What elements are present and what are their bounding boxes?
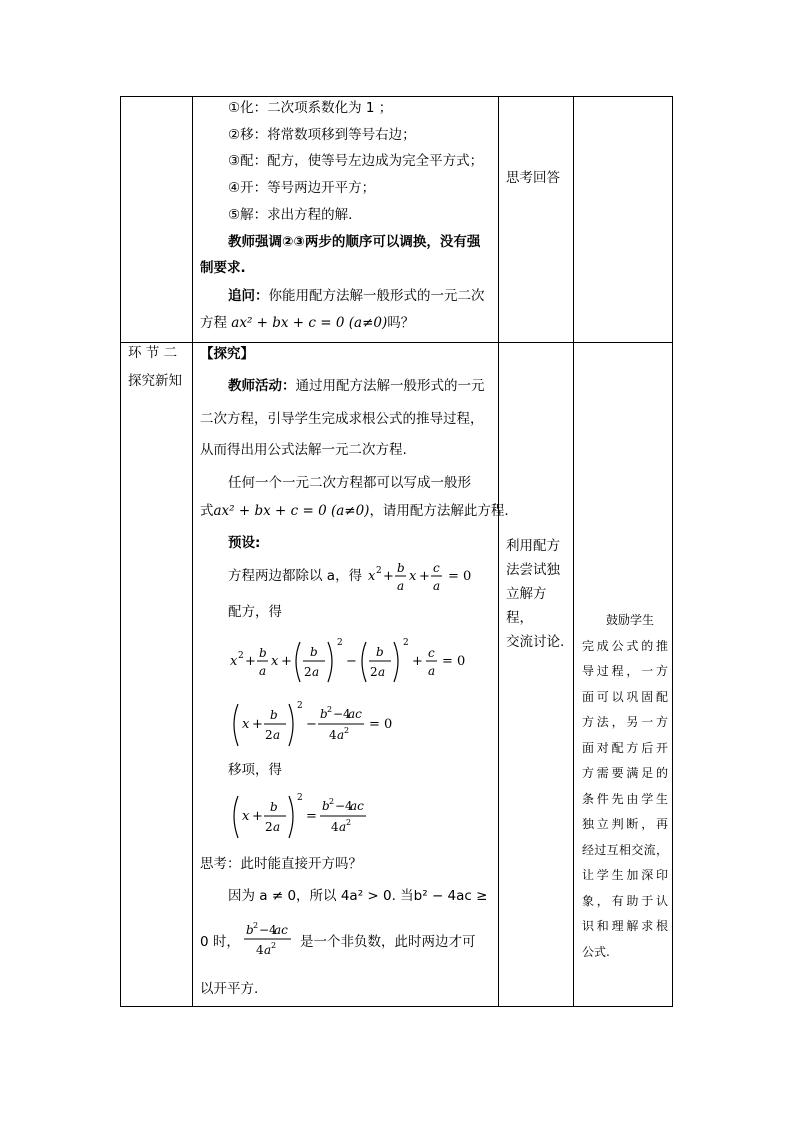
svg-text:=: = [306, 809, 317, 824]
fraction-discriminant [242, 916, 296, 962]
svg-text:a: a [337, 728, 345, 742]
svg-text:= 0: = 0 [442, 654, 466, 669]
step-3: ③配：配方，使等号左边成为完全平方式； [228, 153, 484, 169]
svg-text:c: c [433, 561, 440, 575]
divide-text: 方程两边都除以 a，得 [228, 568, 363, 584]
svg-text:4: 4 [329, 728, 337, 742]
general-form-line-1: 任何一个一元二次方程都可以写成一般形 [228, 475, 471, 491]
followup-line-2: 方程 ax² + bx + c = 0 (a≠0)吗？ [200, 315, 415, 331]
table-right-border [672, 96, 673, 1007]
svg-text:4: 4 [256, 943, 264, 957]
general-equation-2: ax² + bx + c = 0 (a≠0) [213, 503, 370, 519]
complete-square-label: 配方，得 [228, 604, 282, 620]
svg-text:2: 2 [265, 728, 273, 742]
general-form-line-2: 式ax² + bx + c = 0 (a≠0)，请用配方法解此方程. [200, 503, 509, 519]
svg-text:−: − [306, 717, 317, 732]
svg-text:+: + [419, 569, 430, 584]
svg-text:−4: −4 [259, 923, 277, 937]
think-question: 思考：此时能直接开方吗？ [200, 856, 362, 872]
svg-text:−4: −4 [333, 707, 351, 721]
teacher-activity-line-1: 教师活动：通过用配方法解一般形式的一元 [228, 378, 485, 394]
svg-text:2: 2 [238, 651, 244, 661]
equation-completed-square [228, 634, 466, 690]
svg-text:x: x [409, 569, 417, 584]
svg-text:+: + [281, 654, 292, 669]
svg-text:2: 2 [337, 638, 343, 648]
svg-text:ac: ac [274, 923, 288, 937]
followup-label: 追问： [228, 288, 269, 304]
svg-text:+: + [412, 654, 423, 669]
svg-text:b: b [376, 645, 384, 659]
table-bottom-border [120, 1006, 673, 1007]
row1-student-activity: 思考回答 [506, 170, 560, 186]
svg-text:x: x [242, 717, 250, 732]
lesson-table [120, 96, 673, 1007]
svg-text:x: x [271, 654, 279, 669]
because-line-3: 以开平方. [200, 981, 259, 997]
svg-text:a: a [273, 820, 281, 834]
row-divider [120, 342, 673, 343]
svg-text:+: + [252, 717, 263, 732]
svg-text:a: a [312, 665, 320, 679]
svg-text:2: 2 [403, 638, 409, 648]
equation-perfect-square [228, 698, 408, 754]
move-terms-label: 移项，得 [228, 762, 282, 778]
svg-text:+: + [245, 654, 256, 669]
stage-label-line-2: 探究新知 [128, 373, 182, 389]
svg-text:2: 2 [297, 793, 303, 803]
preset-label: 预设: [228, 535, 261, 551]
svg-text:b: b [310, 645, 318, 659]
followup-line-1 [228, 286, 485, 306]
svg-text:ac: ac [350, 799, 364, 813]
svg-text:x: x [242, 809, 250, 824]
svg-text:b: b [320, 707, 328, 721]
svg-text:2: 2 [265, 820, 273, 834]
svg-text:a: a [428, 664, 436, 678]
svg-text:= 0: = 0 [448, 569, 472, 584]
table-top-border [120, 96, 673, 97]
svg-text:ac: ac [348, 707, 362, 721]
svg-text:−: − [346, 654, 357, 669]
step-1: ①化：二次项系数化为 1 ； [228, 100, 393, 116]
step-2: ②移：将常数项移到等号右边； [228, 127, 416, 143]
row2-student-activity: 利用配方 法尝试独 立解方程， 交流讨论. [506, 538, 565, 650]
teacher-activity-label: 教师活动： [228, 378, 296, 394]
svg-text:−4: −4 [335, 799, 353, 813]
design-intent: 鼓励学生 完成公式的推 导过程，一方 面可以巩固配 方法，另一方 面对配方后开 方需要满足的 条件先由学生 独立判断，再 经过互相交流， 让学生加深印 象，有助于认 识和理解求根 公式. [582, 613, 668, 959]
because-line-2-suffix: 是一个非负数，此时两边才可 [300, 934, 476, 950]
teacher-activity-line-2: 二次方程，引导学生完成求根公式的推导过程， [200, 411, 484, 427]
column-divider-1 [192, 96, 193, 1007]
svg-text:4: 4 [331, 820, 339, 834]
general-equation: ax² + bx + c = 0 (a≠0) [231, 315, 388, 331]
equation-moved [228, 790, 408, 846]
stage-label-line-1: 环 节 二 [128, 345, 178, 361]
svg-text:2: 2 [297, 701, 303, 711]
teacher-emphasis-line-2: 制要求. [200, 260, 246, 276]
step-5: ⑤解：求出方程的解. [228, 207, 353, 223]
svg-text:b: b [397, 561, 405, 575]
svg-text:b: b [322, 799, 330, 813]
svg-text:2: 2 [344, 726, 350, 735]
svg-text:b: b [270, 708, 278, 722]
teacher-activity-line-3: 从而得出用公式法解一元二次方程. [200, 442, 407, 458]
svg-text:+: + [252, 809, 263, 824]
svg-text:2: 2 [304, 665, 312, 679]
svg-text:+: + [383, 569, 394, 584]
explore-header: 【探究】 [200, 346, 254, 362]
svg-text:2: 2 [271, 941, 277, 950]
svg-text:= 0: = 0 [369, 717, 393, 732]
svg-text:a: a [378, 665, 386, 679]
svg-text:a: a [397, 579, 405, 593]
svg-text:a: a [339, 820, 347, 834]
table-left-border [120, 96, 121, 1007]
svg-text:x: x [368, 569, 376, 584]
svg-text:2: 2 [329, 797, 335, 806]
svg-text:2: 2 [346, 818, 352, 827]
svg-text:2: 2 [370, 665, 378, 679]
svg-text:b: b [259, 646, 267, 660]
column-divider-2 [498, 96, 499, 1007]
svg-text:a: a [273, 728, 281, 742]
svg-text:2: 2 [327, 705, 333, 714]
equation-divided [366, 558, 476, 598]
svg-text:x: x [230, 654, 238, 669]
because-line-2-prefix: 0 时， [200, 934, 240, 950]
svg-text:a: a [259, 664, 267, 678]
svg-text:a: a [433, 579, 441, 593]
teacher-emphasis-line-1: 教师强调②③两步的顺序可以调换，没有强 [228, 234, 481, 250]
svg-text:a: a [264, 943, 272, 957]
svg-text:2: 2 [253, 921, 259, 930]
svg-text:b: b [246, 923, 254, 937]
followup-text: 你能用配方法解一般形式的一元二次 [268, 288, 485, 304]
svg-text:c: c [428, 646, 435, 660]
because-line-1: 因为 a ≠ 0，所以 4a² > 0. 当b² − 4ac ≥ [228, 888, 488, 904]
column-divider-3 [573, 96, 574, 1007]
svg-text:b: b [270, 800, 278, 814]
svg-text:2: 2 [376, 566, 382, 576]
step-4: ④开：等号两边开平方； [228, 180, 376, 196]
